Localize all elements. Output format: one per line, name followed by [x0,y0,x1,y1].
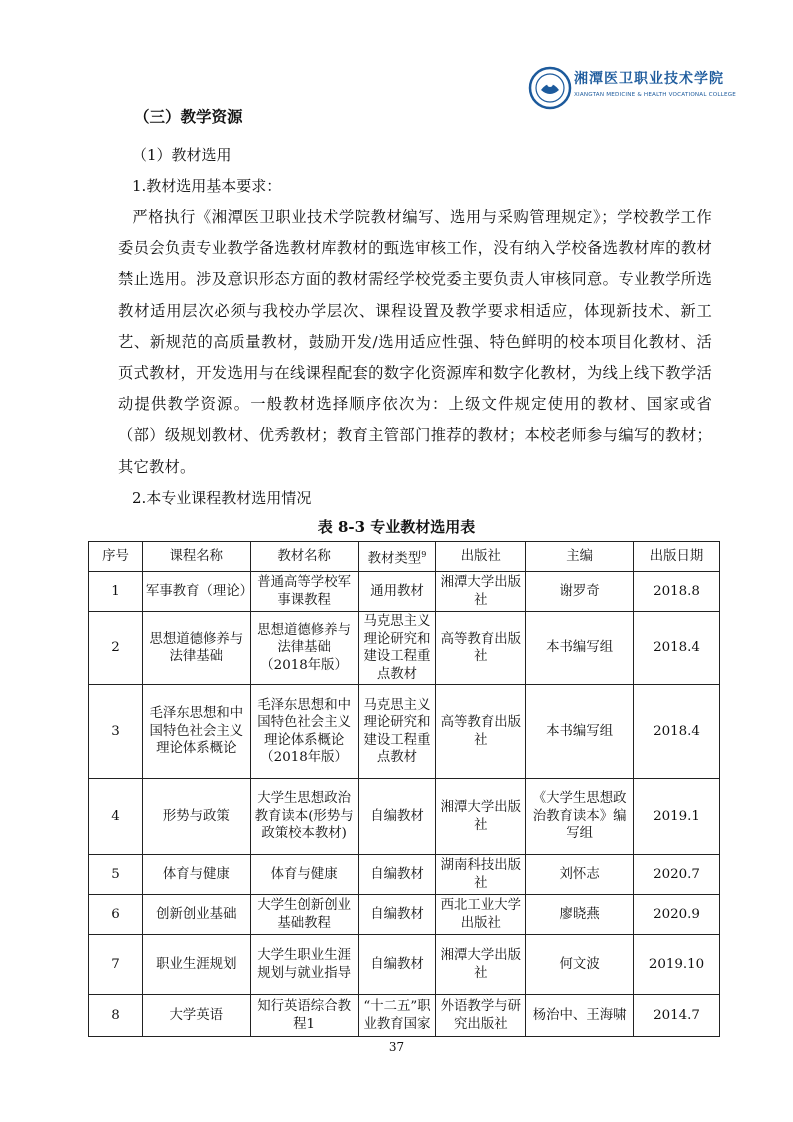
header-type-label: 教材类型 [367,550,422,566]
table-cell: 大学生思想政治教育读本(形势与政策校本教材) [250,779,358,855]
footnote-marker: 9 [421,549,427,559]
table-cell: 大学生职业生涯规划与就业指导 [250,935,358,995]
table-cell: 思想道德修养与法律基础（2018年版） [250,612,358,685]
table-cell: 本书编写组 [526,612,634,685]
header-cell: 教材名称 [250,542,358,572]
table-cell: 刘怀志 [526,855,634,895]
header-cell: 课程名称 [142,542,250,572]
header-cell: 序号 [89,542,143,572]
table-row [89,572,720,612]
table-cell: 湘潭大学出版社 [436,572,526,612]
table-cell: 7 [89,935,143,995]
requirements-paragraph [118,202,712,483]
table-cell: 形势与政策 [142,779,250,855]
table-cell: 2 [89,612,143,685]
college-name-en: XIANGTAN MEDICINE & HEALTH VOCATIONAL COLLEGE [574,92,736,98]
table-cell: 思想道德修养与法律基础 [142,612,250,685]
table-cell: 创新创业基础 [142,895,250,935]
table-cell: 2019.1 [634,779,720,855]
table-caption: 表 8-3 专业教材选用表 [317,518,476,536]
table-cell: 2019.10 [634,935,720,995]
textbook-table [88,541,720,1037]
table-cell: 8 [89,995,143,1037]
table-cell: 本书编写组 [526,685,634,779]
requirements-text: 严格执行《湘潭医卫职业技术学院教材编写、选用与采购管理规定》；学校教学工作委员会负责专业教学备选教材库教材的甄选审核工作，没有纳入学校备选教材库的教材禁止选用。涉及意识形态方面的教材需经学校党委主要负责人审核同意。专业教学所选教材适用层次必须与我校办学层次、课程设置及教学要求相适应，体现新技术、新工艺、新规范的高质量教材，鼓励开发/选用适应性强、特色鲜明的校本项目化教材、活页式教材，开发选用与在线课程配套的数字化资源库和数字化教材，为线上线下教学活动提供教学资源。一般教材选择顺序依次为：上级文件规定使用的教材、国家或省（部）级规划教材、优秀教材；教育主管部门推荐的教材；本校老师参与编写的教材；其它教材。 [118,208,712,476]
table-cell: 湘潭大学出版社 [436,935,526,995]
page-number: 37 [388,1040,405,1054]
table-cell: 2018.4 [634,612,720,685]
table-cell: 毛泽东思想和中国特色社会主义理论体系概论（2018年版） [250,685,358,779]
table-cell: 何文波 [526,935,634,995]
table-cell: 湘潭大学出版社 [436,779,526,855]
table-cell: 自编教材 [358,895,436,935]
table-cell: 4 [89,779,143,855]
table-cell: 大学英语 [142,995,250,1037]
header-cell-type [358,542,436,572]
table-row [89,935,720,995]
table-cell: 湖南科技出版社 [436,855,526,895]
item2-title: 2.本专业课程教材选用情况 [132,488,312,507]
table-cell: 大学生创新创业基础教程 [250,895,358,935]
table-cell: 1 [89,572,143,612]
table-cell: 2014.7 [634,995,720,1037]
college-name-cn: 湘潭医卫职业技术学院 [574,71,724,87]
table-header-row [89,542,720,572]
table-cell: 《大学生思想政治教育读本》编写组 [526,779,634,855]
table-row [89,855,720,895]
table-cell: 自编教材 [358,935,436,995]
table-cell: 3 [89,685,143,779]
table-row [89,995,720,1037]
table-cell: 职业生涯规划 [142,935,250,995]
table-cell: 普通高等学校军事课教程 [250,572,358,612]
table-cell: 6 [89,895,143,935]
table-cell: 廖晓燕 [526,895,634,935]
item1-title: 1.教材选用基本要求： [132,177,282,195]
table-cell: 马克思主义理论研究和建设工程重点教材 [358,685,436,779]
header-cell: 出版日期 [634,542,720,572]
table-cell: 自编教材 [358,779,436,855]
header-cell: 主编 [526,542,634,572]
table-cell: 军事教育（理论） [142,572,250,612]
table-cell: 高等教育出版社 [436,612,526,685]
header-cell: 出版社 [436,542,526,572]
table-cell: 马克思主义理论研究和建设工程重点教材 [358,612,436,685]
table-cell: 外语教学与研究出版社 [436,995,526,1037]
table-cell: 自编教材 [358,855,436,895]
section-heading: （三）教学资源 [134,107,243,126]
table-cell: 杨治中、王海啸 [526,995,634,1037]
table-cell: 体育与健康 [142,855,250,895]
table-cell: 谢罗奇 [526,572,634,612]
table-row [89,685,720,779]
document-body [118,104,712,514]
table-row [89,779,720,855]
table-cell: 知行英语综合教程1 [250,995,358,1037]
table-cell: 2020.9 [634,895,720,935]
table-row [89,895,720,935]
table-cell: 5 [89,855,143,895]
table-cell: “十二五”职业教育国家 [358,995,436,1037]
table-cell: 2018.8 [634,572,720,612]
table-cell: 2018.4 [634,685,720,779]
table-row [89,612,720,685]
table-cell: 毛泽东思想和中国特色社会主义理论体系概论 [142,685,250,779]
table-cell: 2020.7 [634,855,720,895]
subheading: （1）教材选用 [132,146,232,164]
table-cell: 体育与健康 [250,855,358,895]
table-cell: 通用教材 [358,572,436,612]
table-cell: 西北工业大学出版社 [436,895,526,935]
table-cell: 高等教育出版社 [436,685,526,779]
